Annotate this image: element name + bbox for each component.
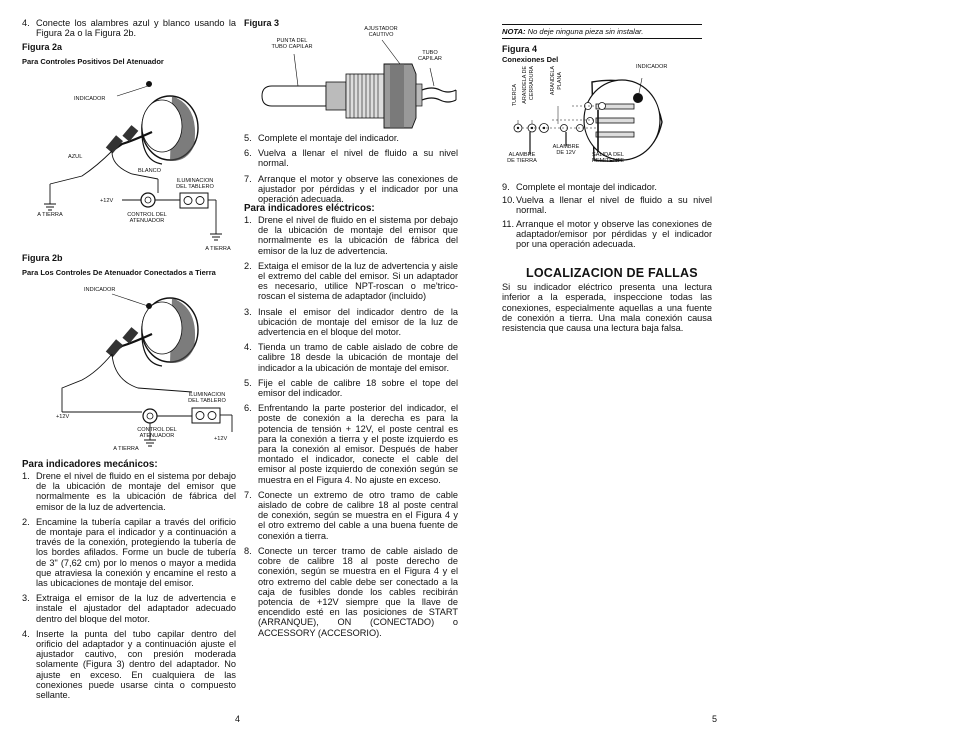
figure-2b-title: Para Los Controles De Atenuador Conectados a Tierra: [22, 268, 216, 277]
list-item: 7. Conecte un extremo de otro tramo de cable aislado de cobre de calibre 18 al poste central de conexión, según se muestra en el Figura 4 y el otro extremo del cable a una buena fuente de conexión a tierra.: [244, 489, 458, 541]
list-item: 7. Arranque el motor y observe las conexiones de ajustador por pérdidas y el indicador por una operación adecuada.: [244, 173, 458, 205]
note-bar: NOTA: No deje ninguna pieza sin instalar.: [502, 24, 702, 39]
figure-3-diagram: [244, 24, 460, 128]
label-control-atenuador: CONTROL DEL ATENUADOR: [137, 427, 177, 440]
label-blanco: BLANCO: [138, 168, 162, 174]
list-item: 6. Enfrentando la parte posterior del indicador, el poste de conexión a la derecha es para la potencia de tensión + 12V, el poste central es para la conexión a tierra y el poste izquierdo es para la conexión al emisor. Después de haber montado el indicador, conecte el cable del emisor al poste izquierdo de conexión según se muestra en el Figura 4. No ajuste en exceso.: [244, 403, 458, 485]
troubleshooting-text: Si su indicador eléctrico presenta una lectura inferior a la esperada, inspeccione todas las conexiones, especialmente aquellas a una fuente de conexión a tierra. Una mala conexión causa resistencia que causa una lectura baja falsa.: [502, 282, 712, 334]
label-tubo-capilar: TUBO CAPILAR: [418, 50, 442, 63]
label-arandela: ARANDELA: [550, 66, 556, 96]
figure-4-label: Figura 4: [502, 44, 538, 54]
label-ajustador: AJUSTADOR CAUTIVO: [364, 26, 398, 39]
figure-2b-label: Figura 2b: [22, 253, 63, 263]
gauge-post: [146, 303, 152, 309]
label-iluminacion: ILUMINACION DEL TABLERO: [188, 392, 226, 405]
capillary-tip: [262, 86, 326, 106]
capillary-tube: [422, 88, 456, 92]
figure-2a-diagram: [22, 66, 236, 256]
label-alambre-tierra: ALAMBRE DE TIERRA: [507, 152, 537, 165]
label-plus12v: +12V: [100, 198, 114, 204]
label-indicador: INDICADOR: [636, 64, 668, 70]
install-step-4: [22, 18, 236, 38]
figure-4-diagram: [502, 62, 702, 172]
left-column: [22, 18, 236, 43]
page-number-right: 5: [712, 714, 718, 724]
label-tuerca: TUERCA: [512, 84, 518, 107]
label-indicador: INDICADOR: [74, 96, 106, 102]
gauge-face: [142, 100, 182, 152]
label-salida-remitente: SALIDA DEL REMITENTE: [591, 152, 625, 165]
mechanical-steps-continued: [244, 133, 458, 209]
troubleshooting-heading: LOCALIZACION DE FALLAS: [526, 266, 698, 280]
label-iluminacion: ILUMINACION DEL TABLERO: [176, 178, 214, 191]
electrical-steps: [244, 215, 458, 643]
figure-2b-drawing: [22, 284, 236, 456]
list-item: 4. Conecte los alambres azul y blanco usando la Figura 2a o la Figura 2b.: [22, 18, 236, 39]
mechanical-steps: [22, 471, 236, 705]
list-item: 6. Vuelva a llenar el nivel de fluido a su nivel normal.: [244, 148, 458, 169]
list-item: 1. Drene el nivel de fluido en el sistema por debajo de la ubicación de montaje del emisor que normalmente es la ubicación de fábrica del emisor de la luz de advertencia.: [22, 471, 236, 512]
list-item: 3. Insale el emisor del indicador dentro de la ubicación de montaje del emisor de la luz de advertencia en el bloque del motor.: [244, 306, 458, 338]
mechanical-heading: Para indicadores mecánicos:: [22, 459, 158, 470]
list-item: 10. Vuelva a llenar el nivel de fluido a su nivel normal.: [502, 195, 712, 216]
list-item: 4. Inserte la punta del tubo capilar dentro del orificio del adaptador y a continuación ajuste el ajustador cautivo, con presión moderada solamente (Figura 3) dentro del adaptador. No ajuste en exceso. En cualquiera de las conexiones puede usarse cinta o compuesto sellante.: [22, 628, 236, 701]
wire-blanco: [112, 152, 158, 179]
label-a-tierra: A TIERRA: [113, 446, 139, 452]
electrical-steps-continued: [502, 182, 712, 254]
label-cerradura: CERRADURA: [529, 66, 535, 101]
figure-2a-title: Para Controles Positivos Del Atenuador: [22, 57, 164, 66]
label-indicador: INDICADOR: [84, 287, 116, 293]
list-item: 5. Fije el cable de calibre 18 sobre el tope del emisor del indicador.: [244, 377, 458, 399]
figure-2a-drawing: [22, 66, 236, 256]
label-a-tierra-right: A TIERRA: [205, 246, 231, 252]
list-item: 8. Conecte un tercer tramo de cable aislado de cobre de calibre 18 al poste derecho de conexión, según se muestra en el Figura 4 y el otro extremo del cable debe ser conectado a la caja de fusibles donde los cables recibirán potencia de +12V siempre que la llave de encendido esté en las posiciones de START (ARRANQUE), ON (CONECTADO) o ACCESSORY (ACCESORIO).: [244, 545, 458, 638]
label-plana: PLANA: [557, 72, 563, 90]
label-plus12v-right: +12V: [214, 436, 228, 442]
label-azul: AZUL: [68, 154, 83, 160]
label-control-atenuador: CONTROL DEL ATENUADOR: [127, 212, 167, 225]
page-number-left: 4: [235, 714, 241, 724]
list-item: 1. Drene el nivel de fluido en el sistema por debajo de la ubicación de montaje del emisor que normalmente es la ubicación de fábrica del emisor de la luz de advertencia.: [244, 215, 458, 256]
figure-2b-diagram: [22, 284, 236, 456]
label-alambre-12v: ALAMBRE DE 12V: [552, 144, 580, 157]
electrical-heading: Para indicadores eléctricos:: [244, 203, 375, 214]
list-item: 5. Complete el montaje del indicador.: [244, 133, 399, 143]
label-punta-tubo: PUNTA DEL TUBO CAPILAR: [271, 38, 313, 51]
label-arandela-de: ARANDELA DE: [522, 66, 528, 104]
list-item: 2. Extaiga el emisor de la luz de advertencia y aisle el extremo del cable del emisor. Si un adaptador es necesario, utilice NPT-roscan o me'trico-roscan el sistema de adaptador (incluido): [244, 260, 458, 302]
list-item: 4. Tienda un tramo de cable aislado de cobre de calibre 18 desde la ubicación de montaje del indicador a la ubicación de montaje del emisor.: [244, 342, 458, 373]
list-item: 2. Encamine la tubería capilar a través del orificio de montaje para el indicador y a continuación a través de la conexión, protegiendo la tubería de los bordes afilados. Forme un bucle de tubería de 3" (7,62 cm) por lo menos o mayor a medida que atraviesa la conexión y encamine el resto a las ubicaciones de montaje del emisor.: [22, 516, 236, 589]
label-a-tierra-left: A TIERRA: [37, 212, 63, 218]
figure-4-title: Conexiones Del: [502, 55, 559, 64]
list-item: 11. Arranque el motor y observe las conexiones de adaptador/emisor por pérdidas y el indicador por una operación adecuada.: [502, 218, 712, 250]
gauge-face: [142, 302, 182, 354]
label-plus12v-left: +12V: [56, 414, 70, 420]
list-item: 9. Complete el montaje del indicador.: [502, 182, 657, 192]
figure-3-label: Figura 3: [244, 18, 280, 28]
list-item: 3. Extraiga el emisor de la luz de advertencia e instale el ajustador del adaptador adecuado dentro del bloque del motor.: [22, 593, 236, 624]
figure-2a-label: Figura 2a: [22, 42, 63, 52]
gauge-center: [633, 93, 643, 103]
